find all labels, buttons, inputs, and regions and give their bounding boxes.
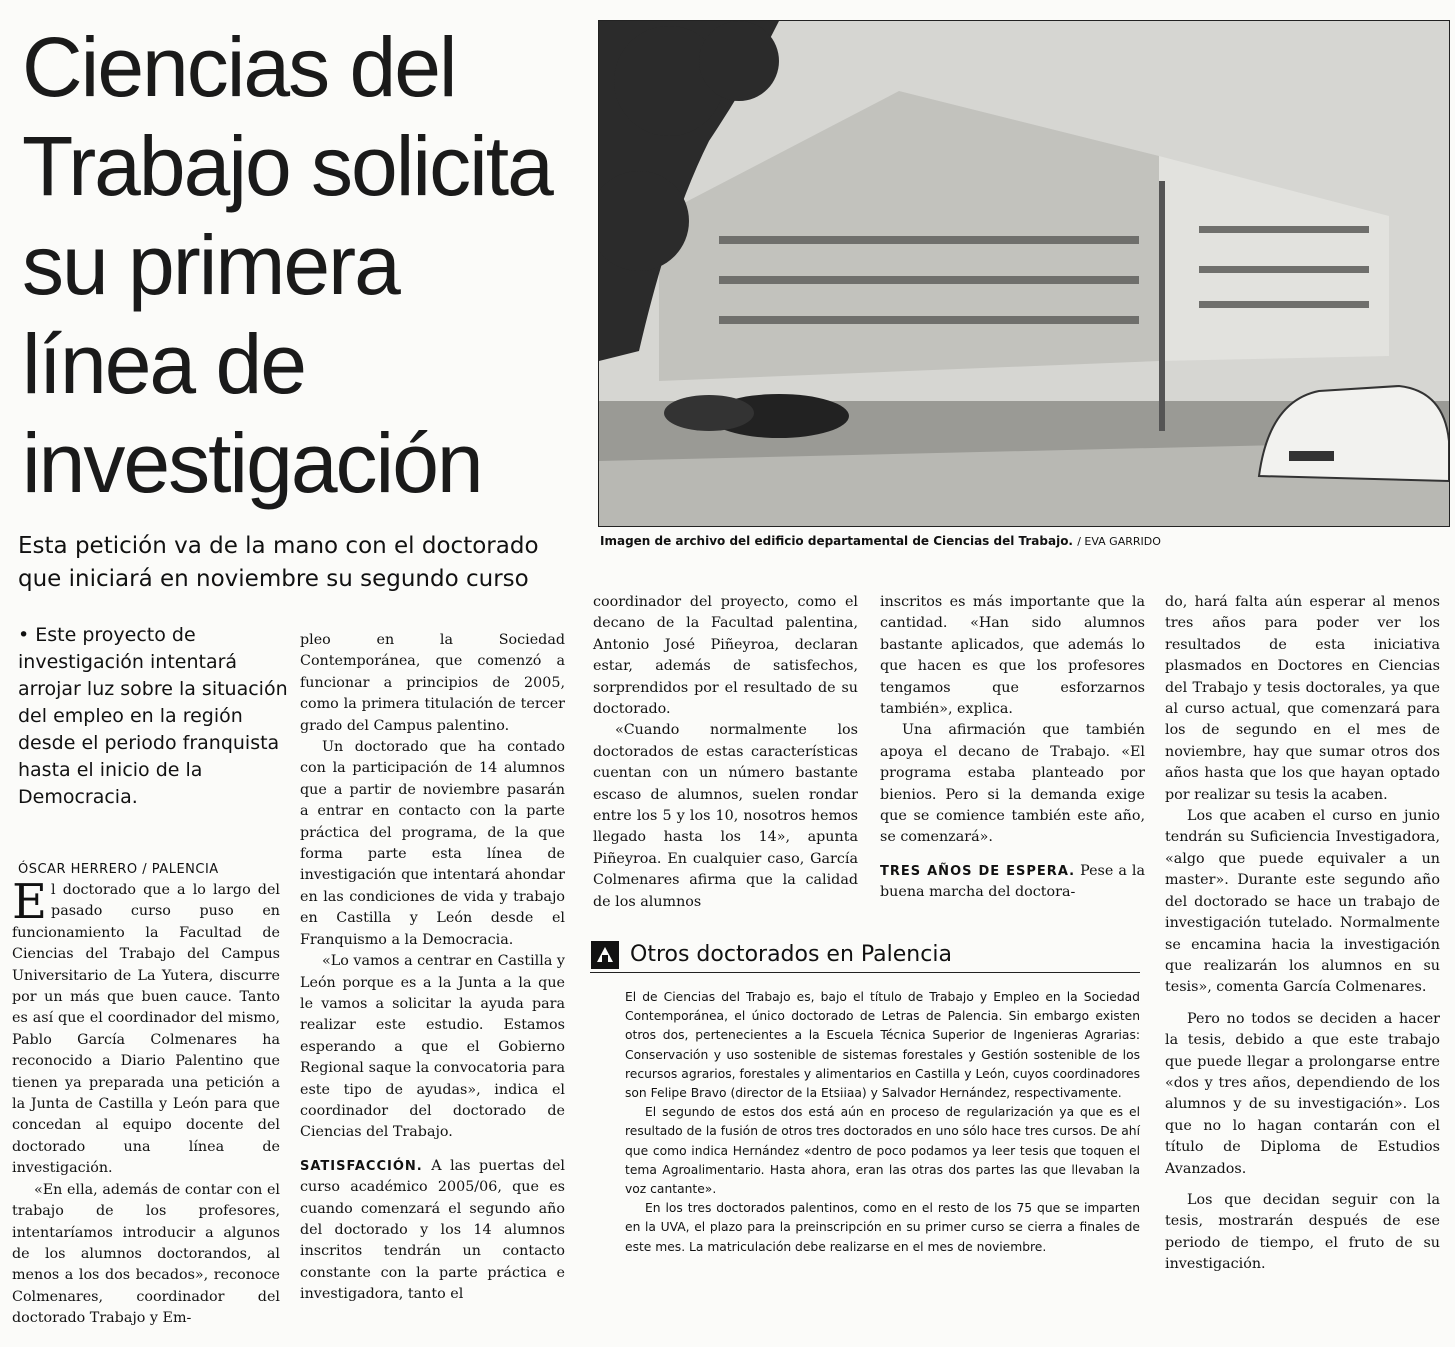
sidebar-paragraph-1: El de Ciencias del Trabajo es, bajo el título de Trabajo y Empleo en la Sociedad Contemporánea, el único doctorado de Letras de Palencia. Sin embargo existen otros dos, pertenecientes a la Escuela Técnica Superior de Ingenieras Agrarias: Conservación y uso sostenible de sistemas forestales y Gestión sostenible de los recursos agrarios, forestales y alimentarios en Castilla y León, cuyos coordinadores son Felipe Bravo (director de la Etsiiaa) y Salvador Hernández, respectivamente. (625, 990, 1140, 1101)
article-column-3 (593, 592, 858, 913)
caption-text: Imagen de archivo del edificio departamental de Ciencias del Trabajo. (600, 534, 1073, 548)
col1-paragraph-1: l doctorado que a lo largo del pasado curso puso en funcionamiento la Facultad de Ciencias del Trabajo del Campus Universitario de La Yutera, discurre por un más que buen cauce. Tanto es así que el coordinador del mismo, Pablo García Colmenares ha reconocido a Diario Palentino que tienen ya preparada una petición a la Junta de Castilla y León para que concedan al equipo docente del doctorado una línea de investigación. (12, 882, 280, 1177)
col1-paragraph-2: «En ella, además de contar con el trabajo de los profesores, intentaríamos introducir a algunos de los alumnos doctorandos, al menos a los dos becados», reconoce Colmenares, coordinador del doctorado Trabajo y Em- (12, 1181, 280, 1327)
col3-paragraph-1: coordinador del proyecto, como el decano de la Facultad palentina, Antonio José Piñeyroa, declaran estar, además de satisfechos, sorprendidos por el resultado de su doctorado. (593, 594, 858, 718)
col2-paragraph-1: pleo en la Sociedad Contemporánea, que comenzó a funcionar a principios de 2005, como la primera titulación de tercer grado del Campus palentino. (300, 632, 565, 734)
sidebar-title: Otros doctorados en Palencia (630, 942, 952, 967)
col5-paragraph-1: do, hará falta aún esperar al menos tres años para poder ver los resultados de esta iniciativa plasmados en Doctores en Ciencias del Trabajo y tesis doctorales, ya que al curso actual, que comenzará para los de segundo en el mes de noviembre, hay que sumar otros dos años hasta que los que hayan optado por realizar su tesis la acaben. (1165, 594, 1440, 803)
col3-paragraph-2: «Cuando normalmente los doctorados de estas características cuentan con un número bastante escaso de alumnos, suelen rondar entre los 5 y los 10, nosotros hemos llegado hasta los 14», apunta Piñeyroa. En cualquier caso, García Colmenares afirma que la calidad de los alumnos (593, 722, 858, 910)
article-column-4 (880, 592, 1145, 904)
col2-paragraph-3: «Lo vamos a centrar en Castilla y León porque es a la Junta a la que le vamos a solicitar la ayuda para realizar este estudio. Estamos esperando a que el Gobierno Regional saque la convocatoria para este tipo de ayudas», indica el coordinador del doctorado de Ciencias del Trabajo. (300, 953, 565, 1141)
section-logo-icon (590, 940, 620, 970)
summary: • Este proyecto de investigación intentará arrojar luz sobre la situación del empleo en la región desde el periodo franquista hasta el inicio de la Democracia. (18, 624, 288, 808)
sidebar-body (625, 988, 1140, 1257)
col5-paragraph-3: Pero no todos se deciden a hacer la tesis, debido a que este trabajo que puede llegar a prolongarse entre «dos y tres años, dependiendo de los alumnos y de su investigación». Los que no lo hagan contarán con el título de Diploma de Estudios Avanzados. (1165, 1010, 1440, 1177)
photo-caption (600, 534, 1450, 548)
building-photo (598, 20, 1450, 527)
col2-paragraph-4: A las puertas del curso académico 2005/06, que es cuando comenzará el segundo año del doctorado y los 14 alumnos inscritos tendrán un contacto constante con la parte práctica e investigadora, tanto el (300, 1157, 565, 1303)
col4-paragraph-2: Una afirmación que también apoya el decano de Trabajo. «El programa estaba planteado por bienios. Pero si la demanda exige que se comience también este año, se comenzará». (880, 722, 1145, 846)
caption-credit: / EVA GARRIDO (1077, 535, 1161, 548)
article-column-2 (300, 630, 565, 1306)
building-photo-illustration (599, 21, 1449, 526)
sidebar-paragraph-2: El segundo de estos dos está aún en proceso de regularización ya que es el resultado de la fusión de otros tres doctorados en uno sólo hace tres cursos. De ahí que como indica Hernández «dentro de poco podamos ya leer tesis que toquen el tema Agroalimentario. Hasta ahora, eran las otras dos partes las que llevaban la voz cantante». (625, 1105, 1140, 1197)
article-column-5 (1165, 592, 1440, 1276)
sidebar-paragraph-3: En los tres doctorados palentinos, como en el resto de los 75 que se imparten en la UVA, el plazo para la preinscripción en su primer curso se cierra a finales de este mes. La matriculación debe realizarse en el mes de noviembre. (625, 1201, 1140, 1254)
col2-paragraph-2: Un doctorado que ha contado con la participación de 14 alumnos que a partir de noviembre pasarán a entrar en contacto con la parte práctica del programa, de la que forma parte esta línea de investigación que intentará ahondar en las condiciones de vida y trabajo en Castilla y León desde el Franquismo a la Democracia. (300, 739, 565, 948)
byline: ÓSCAR HERRERO / PALENCIA (18, 862, 219, 877)
subsection-tres-anos: TRES AÑOS DE ESPERA. (880, 863, 1076, 879)
col4-paragraph-3: Pese a la buena marcha del doctora- (880, 862, 1145, 901)
subheadline: Esta petición va de la mano con el doctorado que iniciará en noviembre su segundo curso (18, 533, 539, 592)
dropcap: E (12, 874, 48, 930)
col4-paragraph-1: inscritos es más importante que la cantidad. «Han sido alumnos bastante aplicados, que además lo que hacen es que los profesores tengamos que esforzarnos también», explica. (880, 594, 1145, 718)
headline: Ciencias del Trabajo solicita su primera línea de investigación (22, 20, 552, 510)
col5-paragraph-2: Los que acaben el curso en junio tendrán su Suficiencia Investigadora, «algo que puede equivaler a un master». Durante este segundo año del doctorado se hace un trabajo de investigación tutelado. Normalmente se encamina hacia la investigación que realizarán los alumnos en su tesis», comenta García Colmenares. (1165, 808, 1440, 996)
sidebar-header (590, 940, 1140, 973)
col5-paragraph-4: Los que decidan seguir con la tesis, mostrarán después de ese periodo de tiempo, el fruto de su investigación. (1165, 1191, 1440, 1273)
subsection-satisfaccion: SATISFACCIÓN. (300, 1158, 423, 1174)
article-column-1 (12, 874, 280, 1330)
